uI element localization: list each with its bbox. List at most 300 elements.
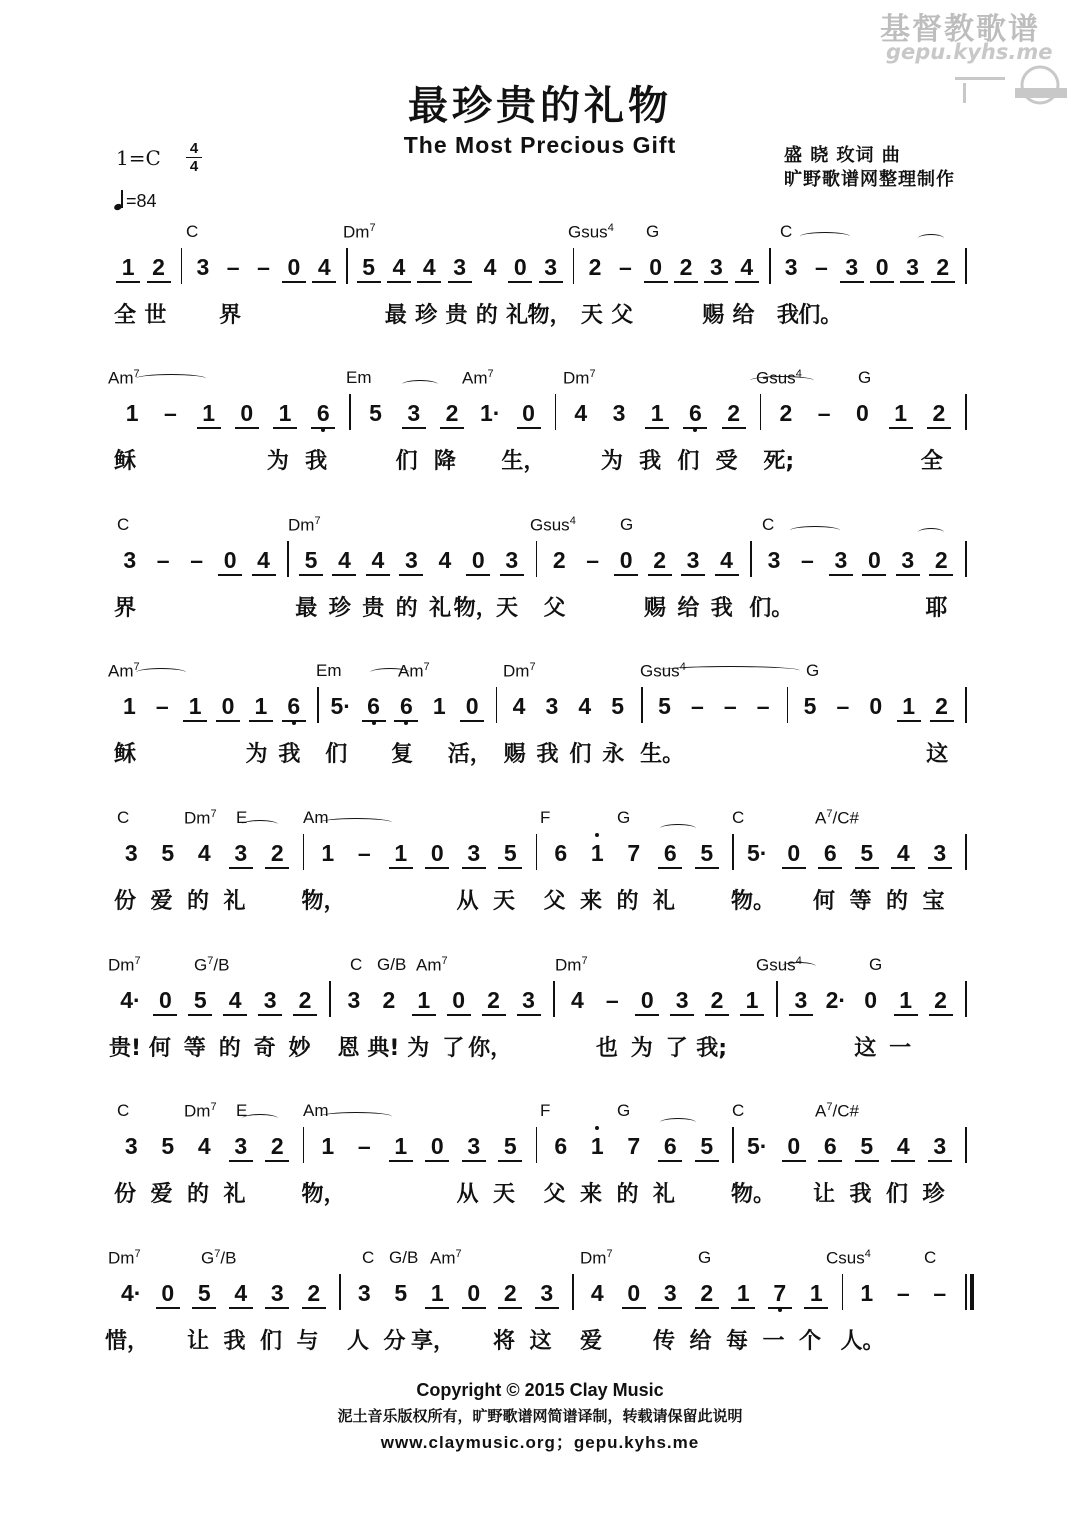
- lyric-syllable: 礼: [506, 303, 529, 328]
- note: [394, 693, 418, 722]
- note-value: 4·: [121, 1280, 142, 1306]
- lyric-syllable: 界: [113, 596, 136, 621]
- chord-extension: 7: [826, 1101, 833, 1113]
- note: [831, 693, 855, 719]
- note: [864, 693, 888, 719]
- note-value: 2: [588, 254, 602, 280]
- lyric-syllable: 珍: [922, 1182, 945, 1207]
- note: [539, 254, 563, 283]
- lyric-syllable: 爱: [150, 1182, 173, 1207]
- chord-symbol: [117, 515, 129, 535]
- note-value: 2·: [825, 987, 847, 1013]
- chord-root: Em: [346, 368, 372, 387]
- barline: [573, 248, 575, 284]
- time-bottom: 4: [189, 158, 199, 175]
- lyric-syllable: 我: [278, 742, 301, 767]
- note-value: 4: [371, 547, 385, 573]
- chord-root: Am: [303, 1101, 329, 1120]
- lyric-syllable: 们: [569, 742, 592, 767]
- note: [282, 254, 306, 283]
- quarter-note-icon: [114, 190, 124, 210]
- note-value: 1: [121, 254, 135, 280]
- note-value: 1: [417, 987, 431, 1013]
- barline: [750, 541, 752, 577]
- note-value: 2: [934, 547, 948, 573]
- chord-symbol: [117, 1101, 129, 1121]
- note: [185, 547, 209, 573]
- note: [782, 840, 806, 869]
- note-value: 0: [627, 1280, 641, 1306]
- lyric-syllable: 稣: [113, 449, 136, 474]
- note: [606, 693, 630, 719]
- lyric-syllable: 这: [926, 742, 949, 767]
- note-value: 2: [503, 1280, 517, 1306]
- note: [751, 693, 775, 719]
- note: [377, 987, 401, 1013]
- lyric-syllable: 贵: [362, 596, 385, 621]
- lyric-syllable: 生。: [640, 742, 685, 767]
- chord-symbol: [762, 515, 774, 535]
- note: [745, 840, 769, 866]
- note-value: 1: [894, 400, 908, 426]
- chord-symbol: [362, 1248, 374, 1268]
- chord-root: C: [117, 1101, 130, 1120]
- note-value: 4·: [120, 987, 141, 1013]
- note-value: 4: [590, 1280, 604, 1306]
- note-value: 3: [544, 254, 558, 280]
- chord-extension: 7: [133, 368, 140, 380]
- lyric-syllable: 父: [611, 303, 634, 328]
- note-value: 4: [720, 547, 733, 573]
- note-value: 3: [196, 254, 210, 280]
- lyric-syllable: 父: [543, 596, 566, 621]
- chord-root: Dm: [108, 955, 135, 975]
- note-value: –: [817, 400, 831, 426]
- lyric-syllable: 份: [113, 889, 136, 914]
- note: [622, 840, 646, 866]
- note: [498, 1280, 522, 1309]
- chord-root: Am: [462, 368, 488, 388]
- chord-root: G: [806, 661, 820, 680]
- note-value: 5: [197, 1280, 211, 1306]
- watermark-title: 基督教歌谱: [880, 12, 1040, 47]
- chord-extension: 7: [210, 1101, 217, 1113]
- note: [316, 840, 340, 866]
- note: [478, 254, 502, 280]
- lyric-syllable: 的: [885, 889, 908, 914]
- copyright-line: Copyright © 2015 Clay Music: [416, 1380, 664, 1400]
- lyric-syllable: 礼: [429, 596, 452, 621]
- chord-extension: 7: [441, 955, 448, 967]
- lyric-syllable: 为: [407, 1036, 430, 1061]
- chord-symbol: [858, 368, 871, 388]
- note-value: 3: [234, 1133, 248, 1159]
- note-value: 3: [767, 547, 781, 573]
- note-value: 0: [223, 547, 237, 573]
- note-value: 4: [438, 547, 452, 573]
- note-value: 5: [161, 840, 175, 866]
- note: [549, 1133, 573, 1159]
- barline: [965, 687, 967, 723]
- key-signature: 1=C: [116, 146, 161, 170]
- barline: [555, 394, 557, 430]
- lyric-syllable: 为: [245, 742, 268, 767]
- lyric-syllable: 份: [113, 1182, 136, 1207]
- note-value: 1: [394, 1133, 408, 1159]
- chord-extension: 7: [133, 661, 140, 673]
- lyric-syllable: 人: [346, 1329, 369, 1354]
- note-value: 1: [432, 693, 446, 719]
- note-value: 2: [934, 987, 947, 1013]
- note-value: 7: [627, 1133, 641, 1159]
- note-value: 2: [487, 987, 500, 1013]
- lyric-syllable: 活，: [447, 742, 492, 767]
- note: [265, 840, 289, 869]
- note: [299, 547, 323, 576]
- song-title: 最珍贵的礼物: [408, 83, 672, 129]
- lyric-syllable: 珍: [415, 303, 438, 328]
- note-value: 5: [658, 693, 671, 719]
- chord-root: C: [362, 1248, 375, 1267]
- chord-root: E: [236, 808, 248, 827]
- chord-extension: 4: [795, 955, 802, 967]
- note: [500, 547, 524, 576]
- note: [191, 254, 215, 280]
- chord-root: G/B: [389, 1248, 419, 1267]
- note: [118, 987, 142, 1013]
- chord-extension: 7: [589, 368, 596, 380]
- chord-root: G: [194, 955, 208, 975]
- lyric-syllable: 我: [776, 303, 799, 328]
- note: [440, 400, 464, 429]
- note-value: 3: [347, 987, 361, 1013]
- note-value: 2: [382, 987, 396, 1013]
- lyric-syllable: 的: [395, 596, 418, 621]
- lyric-syllable: 物，: [301, 889, 346, 914]
- barline: [769, 248, 771, 284]
- chord-extension: 7: [487, 368, 494, 380]
- lyric-syllable: 们: [325, 742, 348, 767]
- note-value: 6: [554, 1133, 568, 1159]
- chord-symbol: [568, 222, 614, 243]
- barline: [760, 394, 762, 430]
- note-value: 0: [452, 987, 466, 1013]
- note: [498, 1133, 522, 1162]
- note: [460, 693, 484, 722]
- lyric-syllable: 将: [492, 1329, 515, 1354]
- chord-extension: 4: [864, 1248, 871, 1260]
- note: [927, 400, 951, 429]
- note-value: 0: [787, 1133, 801, 1159]
- note-value: 1: [860, 1280, 874, 1306]
- chord-extension: 7: [423, 661, 430, 673]
- chord-symbol: [377, 955, 406, 975]
- note: [265, 1133, 289, 1162]
- credits: [784, 144, 955, 192]
- note-value: 4: [338, 547, 351, 573]
- chord-symbol: [462, 368, 494, 389]
- note: [607, 400, 631, 426]
- note-value: 0: [158, 987, 172, 1013]
- note: [600, 987, 624, 1013]
- note: [364, 400, 388, 426]
- note: [223, 987, 247, 1016]
- copyright-notice: 泥土音乐版权所有，旷野歌谱网简谱译制，转载请保留此说明: [337, 1407, 743, 1425]
- chord-root: C: [117, 515, 130, 534]
- chord-symbol: [416, 955, 448, 976]
- barline: [553, 981, 555, 1017]
- note: [824, 987, 848, 1013]
- note: [412, 987, 436, 1016]
- note-value: –: [257, 254, 270, 280]
- chord-symbol: [503, 661, 536, 682]
- chord-extension: 7: [581, 955, 588, 967]
- lyric-syllable: 天: [492, 1182, 515, 1207]
- chord-root: Dm: [343, 222, 370, 242]
- chord-root: Dm: [563, 368, 590, 388]
- note: [352, 1280, 376, 1306]
- note: [855, 1280, 879, 1306]
- lyric-syllable: 我: [536, 742, 559, 767]
- lyric-syllable: 惜，: [105, 1329, 150, 1354]
- chord-extension: 4: [679, 661, 686, 673]
- note: [293, 987, 317, 1016]
- barline: [965, 248, 967, 284]
- note: [229, 1133, 253, 1162]
- note: [674, 254, 698, 283]
- chord-symbol: [389, 1248, 418, 1268]
- time-top: 4: [189, 140, 199, 157]
- note: [119, 840, 143, 866]
- chord-root: G: [620, 515, 634, 534]
- note: [462, 1133, 486, 1162]
- note-value: 4: [578, 693, 592, 719]
- note: [635, 987, 659, 1016]
- chord-root: Dm: [288, 515, 315, 535]
- chord-symbol: [186, 222, 198, 242]
- chord-extension: 7: [134, 955, 141, 967]
- lyric-syllable: 珍: [328, 596, 351, 621]
- note: [585, 840, 609, 866]
- note-value: 3: [407, 400, 421, 426]
- note-value: 3: [505, 547, 519, 573]
- lyric-syllable: 们: [677, 449, 700, 474]
- note-value: 3: [901, 547, 915, 573]
- chord-root: G: [617, 808, 631, 827]
- note: [894, 987, 918, 1016]
- note: [782, 1133, 806, 1162]
- lyric-syllable: 享，: [411, 1329, 456, 1354]
- note-value: 1: [899, 987, 913, 1013]
- barline: [787, 687, 789, 723]
- note: [188, 987, 212, 1016]
- note: [622, 1133, 646, 1159]
- note-value: –: [226, 254, 240, 280]
- note: [718, 693, 742, 719]
- note-value: 4: [197, 840, 211, 866]
- slur-mark: [136, 374, 206, 383]
- chord-root: G: [869, 955, 883, 974]
- note-value: 7: [773, 1280, 787, 1306]
- note: [581, 547, 605, 573]
- chord-extension: 4: [795, 368, 802, 380]
- lyric-syllable: 们: [259, 1329, 282, 1354]
- note-value: 0: [619, 547, 633, 573]
- note: [218, 547, 242, 576]
- low-octave-dot: [292, 721, 296, 725]
- lyric-syllable: 给: [677, 596, 700, 621]
- slur-mark: [402, 380, 438, 389]
- note: [417, 254, 441, 283]
- note-value: –: [933, 1280, 947, 1306]
- note-value: 5: [394, 1280, 408, 1306]
- chord-symbol: [201, 1248, 236, 1269]
- note: [312, 254, 336, 283]
- note-value: 1: [745, 987, 759, 1013]
- chord-root: Gsus: [530, 515, 570, 535]
- note: [478, 400, 502, 426]
- note-value: 1: [278, 400, 292, 426]
- note-value: 3: [709, 254, 723, 280]
- time-signature: [186, 141, 202, 174]
- note-value: –: [586, 547, 600, 573]
- composer-credit: 盛 晓 玫词 曲: [784, 145, 901, 166]
- note-value: 3: [545, 693, 559, 719]
- note-value: –: [756, 693, 770, 719]
- note: [235, 400, 259, 429]
- note-value: –: [723, 693, 737, 719]
- note: [900, 254, 924, 283]
- chord-symbol: [815, 808, 859, 829]
- chord-extension: 7: [214, 1248, 221, 1260]
- high-octave-dot: [595, 833, 599, 837]
- chord-root: Gsus: [756, 955, 796, 975]
- note: [804, 1280, 828, 1309]
- note: [658, 840, 682, 869]
- lyric-syllable: 等: [849, 889, 872, 914]
- note-value: 0: [867, 547, 881, 573]
- note: [818, 1133, 842, 1162]
- note: [448, 254, 472, 283]
- chord-root: Dm: [580, 1248, 607, 1268]
- note: [229, 840, 253, 869]
- chord-extension: 7: [455, 1248, 462, 1260]
- note: [897, 693, 921, 722]
- note-value: 3: [794, 987, 808, 1013]
- note-value: –: [357, 840, 371, 866]
- note: [508, 254, 532, 283]
- note: [929, 987, 953, 1016]
- barline: [496, 687, 498, 723]
- note-value: –: [691, 693, 704, 719]
- chord-root: F: [540, 808, 551, 827]
- note: [366, 547, 390, 576]
- chord-extension: 7: [606, 1248, 613, 1260]
- note: [829, 547, 853, 576]
- note-value: –: [155, 693, 169, 719]
- barline: [339, 1274, 341, 1310]
- lyric-syllable: 给: [732, 303, 755, 328]
- note-value: 2: [298, 987, 312, 1013]
- chord-root: C: [117, 808, 130, 827]
- lyric-syllable: 来: [579, 1182, 602, 1207]
- chord-symbol: [806, 661, 819, 681]
- note-value: 5: [503, 1133, 517, 1159]
- lyric-syllable: 永: [602, 742, 625, 767]
- lyric-syllable: 全: [920, 449, 943, 474]
- lyric-syllable: 世: [144, 303, 167, 328]
- lyric-syllable: 个: [798, 1329, 821, 1354]
- slur-mark: [242, 1114, 278, 1123]
- note-value: 0: [471, 547, 485, 573]
- chord-bass: /C#: [832, 1101, 859, 1121]
- chord-symbol: [184, 1101, 217, 1122]
- chord-root: Am: [108, 368, 134, 388]
- chord-root: C: [924, 1248, 937, 1267]
- note: [762, 547, 786, 573]
- chord-root: Dm: [108, 1248, 135, 1268]
- chord-root: G: [646, 222, 660, 241]
- note: [779, 254, 803, 280]
- note: [585, 1280, 609, 1306]
- high-octave-dot: [595, 1126, 599, 1130]
- note: [156, 840, 180, 866]
- lyric-syllable: 父: [543, 889, 566, 914]
- chord-symbol: [346, 368, 372, 388]
- lyric-syllable: 从: [456, 889, 479, 914]
- lyric-syllable: 分: [383, 1329, 406, 1354]
- barline: [572, 1274, 574, 1310]
- note: [357, 254, 381, 283]
- chord-symbol: [530, 515, 576, 536]
- chord-symbol: [555, 955, 588, 976]
- barline: [303, 1127, 305, 1163]
- lyric-syllable: 们。: [749, 596, 794, 621]
- lyric-syllable: 礼: [652, 889, 675, 914]
- lyric-syllable: 礼: [223, 1182, 246, 1207]
- lyric-syllable: 的: [218, 1036, 241, 1061]
- lyric-syllable: 赐: [702, 303, 725, 328]
- note-value: 3: [612, 400, 626, 426]
- lyric-syllable: 最: [295, 596, 318, 621]
- note: [447, 987, 471, 1016]
- note: [498, 840, 522, 869]
- note-value: 3: [845, 254, 859, 280]
- note-value: 5: [369, 400, 382, 426]
- lyric-syllable: 爱: [150, 889, 173, 914]
- note: [653, 693, 677, 719]
- barline: [536, 1127, 538, 1163]
- note: [583, 254, 607, 280]
- note: [681, 547, 705, 576]
- chord-root: Dm: [184, 808, 211, 828]
- note-value: 4: [896, 840, 910, 866]
- chord-bass: /B: [213, 955, 230, 975]
- chord-extension: 7: [369, 222, 376, 234]
- note: [870, 254, 894, 283]
- note: [547, 547, 571, 573]
- note: [229, 1280, 253, 1309]
- note-value: 3: [123, 547, 137, 573]
- note-value: 2: [152, 254, 165, 280]
- lyric-syllable: 的: [616, 1182, 639, 1207]
- chord-symbol: [108, 368, 140, 389]
- chord-root: Am: [398, 661, 424, 681]
- chord-root: C: [780, 222, 793, 241]
- note-value: 6: [367, 693, 380, 719]
- chord-symbol: [646, 222, 659, 242]
- lyric-syllable: 贵: [445, 303, 468, 328]
